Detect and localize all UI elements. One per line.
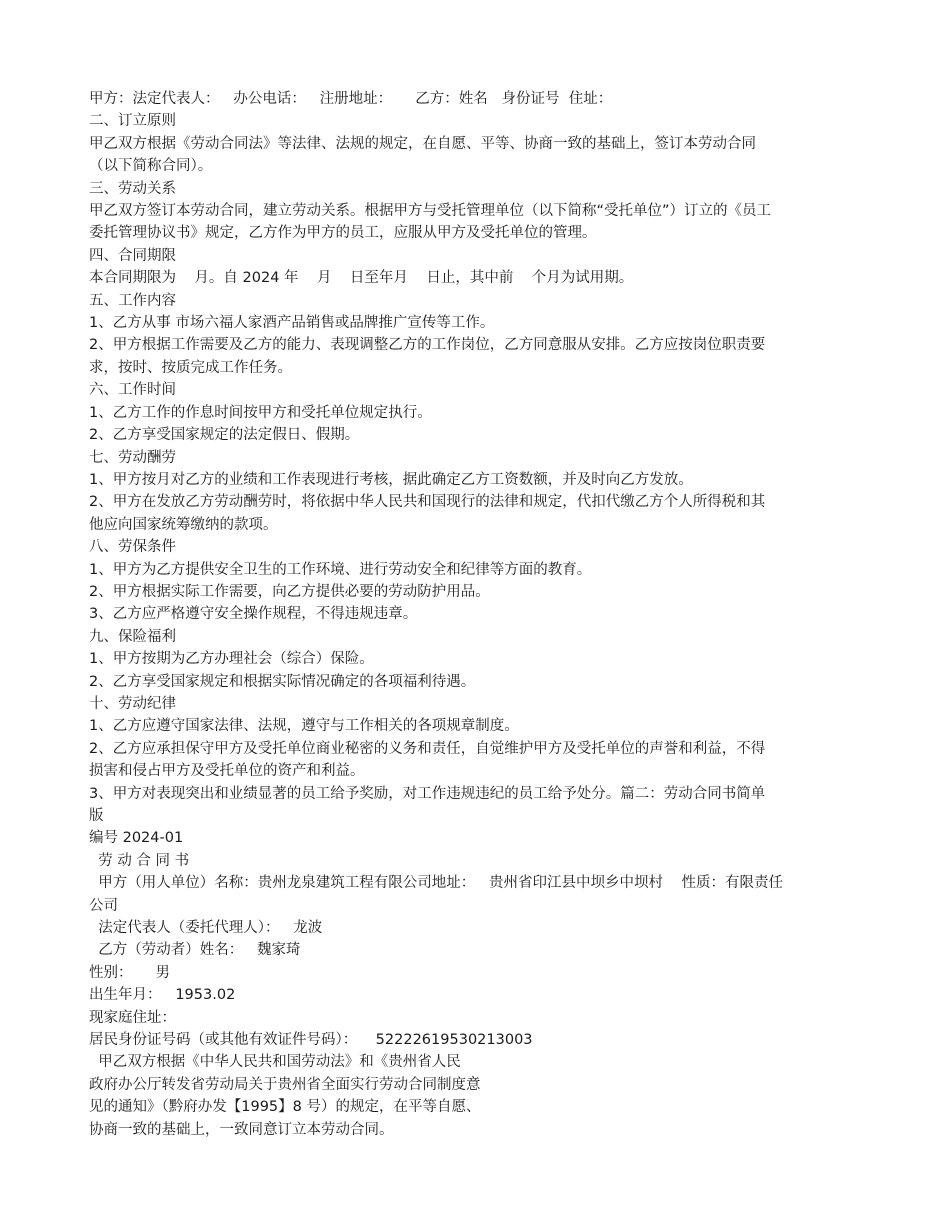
text-line: 2、甲方根据工作需要及乙方的能力、表现调整乙方的工作岗位，乙方同意服从安排。乙方应按岗位职责要 — [89, 337, 766, 354]
text-line: 1、甲方按月对乙方的业绩和工作表现进行考核，据此确定乙方工资数额，并及时向乙方发放。 — [89, 471, 693, 488]
text-line: 四、合同期限 — [89, 247, 176, 264]
text-line: 六、工作时间 — [89, 382, 176, 399]
text-line: 1、乙方应遵守国家法律、法规，遵守与工作相关的各项规章制度。 — [89, 718, 519, 735]
text-line: 1、甲方按期为乙方办理社会（综合）保险。 — [89, 651, 374, 668]
text-line: 十、劳动纪律 — [89, 695, 176, 712]
text-line: 甲乙双方根据《中华人民共和国劳动法》和《贵州省人民 — [89, 1054, 461, 1071]
text-line: 2、乙方享受国家规定和根据实际情况确定的各项福利待遇。 — [89, 673, 476, 690]
text-line: 二、订立原则 — [89, 113, 176, 130]
text-line: 1、乙方工作的作息时间按甲方和受托单位规定执行。 — [89, 404, 432, 421]
text-line: 2、甲方根据实际工作需要，向乙方提供必要的劳动防护用品。 — [89, 583, 490, 600]
text-line: 八、劳保条件 — [89, 539, 176, 556]
text-line: 2、乙方应承担保守甲方及受托单位商业秘密的义务和责任，自觉维护甲方及受托单位的声誉和利益，不得 — [89, 740, 766, 757]
text-line: （以下简称合同）。 — [89, 158, 213, 175]
text-line: 性别： 男 — [89, 964, 171, 981]
text-line: 2、乙方享受国家规定的法定假日、假期。 — [89, 427, 360, 444]
text-line: 2、甲方在发放乙方劳动酬劳时，将依据中华人民共和国现行的法律和规定，代扣代缴乙方个人所得税和其 — [89, 494, 766, 511]
text-line: 法定代表人（委托代理人）： 龙波 — [89, 920, 323, 937]
text-line: 版 — [89, 808, 104, 824]
text-line: 居民身份证号码（或其他有效证件号码）： 52222619530213003 — [89, 1032, 533, 1049]
text-line: 见的通知》（黔府办发【1995】8 号）的规定，在平等自愿、 — [89, 1099, 481, 1116]
text-line: 五、工作内容 — [89, 292, 176, 309]
text-line: 乙方（劳动者）姓名： 魏家琦 — [89, 942, 301, 959]
text-line: 3、乙方应严格遵守安全操作规程，不得违规违章。 — [89, 606, 418, 623]
text-line: 七、劳动酬劳 — [89, 449, 176, 466]
text-line: 协商一致的基础上，一致同意订立本劳动合同。 — [89, 1121, 394, 1138]
text-line: 1、乙方从事 市场六福人家酒产品销售或品牌推广宣传等工作。 — [89, 315, 495, 332]
document-body — [89, 88, 870, 1141]
text-line: 求，按时、按质完成工作任务。 — [89, 359, 292, 376]
text-line: 劳 动 合 同 书 — [89, 852, 190, 869]
text-line: 现家庭住址： — [89, 1009, 176, 1026]
text-line: 九、保险福利 — [89, 628, 176, 645]
text-line: 他应向国家统筹缴纳的款项。 — [89, 516, 278, 533]
text-line: 委托管理协议书》规定，乙方作为甲方的员工，应服从甲方及受托单位的管理。 — [89, 225, 597, 242]
text-line: 三、劳动关系 — [89, 180, 176, 197]
text-line: 1、甲方为乙方提供安全卫生的工作环境、进行劳动安全和纪律等方面的教育。 — [89, 561, 592, 578]
text-line: 甲方：法定代表人： 办公电话： 注册地址： 乙方：姓名 身份证号 住址： — [89, 91, 613, 107]
text-line: 公司 — [89, 897, 118, 914]
text-line: 编号 2024-01 — [89, 830, 184, 847]
text-line: 甲方（用人单位）名称：贵州龙泉建筑工程有限公司地址： 贵州省印江县中坝乡中坝村 性质：有限责任 — [89, 875, 783, 892]
text-line: 损害和侵占甲方及受托单位的资产和利益。 — [89, 763, 365, 780]
text-line: 出生年月： 1953.02 — [89, 987, 236, 1004]
text-line: 甲乙双方签订本劳动合同，建立劳动关系。根据甲方与受托管理单位（以下简称“受托单位”）订立的《员工 — [89, 203, 772, 220]
text-line: 本合同期限为 月。自 2024 年 月 日至年月 日止，其中前 个月为试用期。 — [89, 270, 634, 287]
text-line: 3、甲方对表现突出和业绩显著的员工给予奖励，对工作违规违纪的员工给予处分。篇二：劳动合同书简单 — [89, 785, 766, 802]
text-line: 甲乙双方根据《劳动合同法》等法律、法规的规定，在自愿、平等、协商一致的基础上，签订本劳动合同 — [89, 135, 756, 152]
text-line: 政府办公厅转发省劳动局关于贵州省全面实行劳动合同制度意 — [89, 1076, 481, 1093]
